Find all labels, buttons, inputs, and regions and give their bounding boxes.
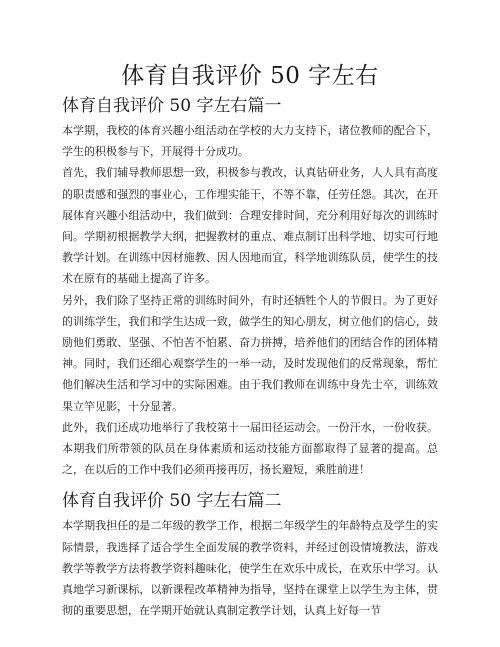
section-1-paragraph-3: 另外，我们除了坚持正常的训练时间外，有时还牺牲个人的节假日。为了更好的训练学生，我们和学生达成一致，做学生的知心朋友，树立他们的信心，鼓励他们勇敢、坚强、不怕苦不怕累、奋力拼搏，培养他们的团结合作的团体精神。同时，我们还细心观察学生的一举一动，及时发现他们的反常现象，帮忙他们解决生活和学习中的实际困难。由于我们教师在训练中身先士卒，训练效果立竿见影，十分显著。 (62, 293, 438, 413)
section-1-paragraph-4: 此外，我们还成功地举行了我校第十一届田径运动会。一份汗水，一份收获。本期我们所带领的队员在身体素质和运动技能方面都取得了显著的提高。总之，在以后的工作中我们必须再接再厉，扬长避短，乘胜前进！ (62, 420, 438, 477)
document-title: 体育自我评价 50 字左右 (121, 63, 379, 89)
section-1-paragraph-1: 本学期，我校的体育兴趣小组活动在学校的大力支持下，诸位教师的配合下，学生的积极参与下，开展得十分成功。 (62, 124, 438, 159)
section-2-heading: 体育自我评价 50 字左右篇二 (62, 491, 282, 512)
section-2-body (62, 515, 438, 621)
section-2-paragraph-1: 本学期我担任的是二年级的教学工作，根据二年级学生的年龄特点及学生的实际情景，我选择了适合学生全面发展的教学资料，并经过创设情境教法，游戏教学等教学方法将教学资料趣味化，使学生在欢乐中成长，在欢乐中学习。认真地学习新课标，以新课程改革精神为指导，坚持在课堂上以学生为主体，贯彻的重要思想，在学期开始就认真制定教学计划，认真上好每一节 (62, 519, 438, 618)
section-1-paragraph-2: 首先，我们辅导教师思想一致，积极参与教改，认真钻研业务，人人具有高度的职责感和强烈的事业心，工作埋实能干，不等不靠，任劳任怨。其次，在开展体育兴趣小组活动中，我们做到：合理安排时间，充分利用好每次的训练时间。学期初根据教学大纲，把握教材的重点、难点制订出科学地、切实可行地教学计划。在训练中因材施教、因人因地而宜，科学地训练队员，使学生的技术在原有的基础上提高了许多。 (62, 166, 438, 286)
section-1-heading: 体育自我评价 50 字左右篇一 (62, 96, 282, 116)
section-1-body (62, 120, 438, 480)
